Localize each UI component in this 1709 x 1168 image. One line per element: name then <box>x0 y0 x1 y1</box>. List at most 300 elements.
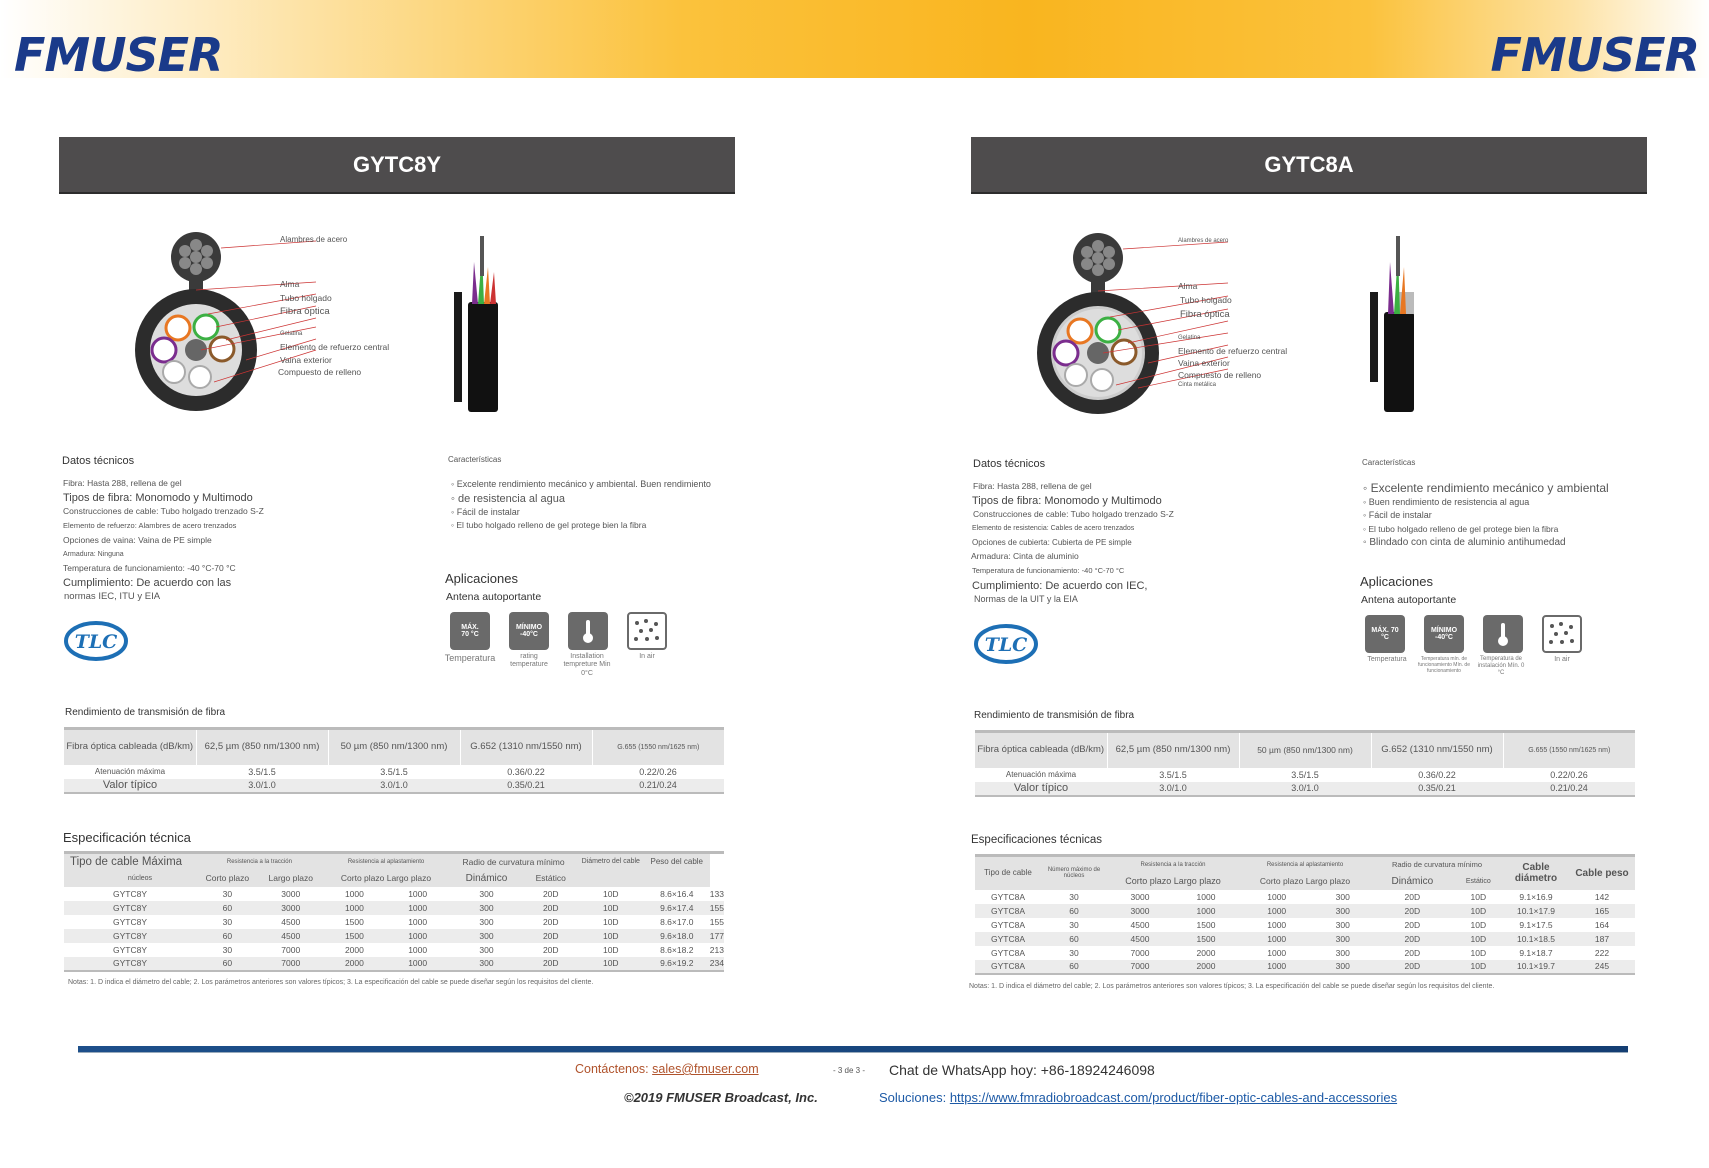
table-cell: 10D <box>602 888 619 899</box>
table-cell: 1500 <box>344 916 364 927</box>
table-cell: 1000 <box>1196 905 1216 916</box>
table-cell: 1000 <box>1267 905 1287 916</box>
table-header: Resistencia a la tracción <box>226 858 292 865</box>
table-notes: Notas: 1. D indica el diámetro del cable; 2. Los parámetros anteriores son valores típicos; 3. La especificación del cable se puede diseñar según los requisitos del cliente. <box>969 983 1495 990</box>
feature-text: Fácil de instalar <box>456 507 520 517</box>
solutions-link[interactable]: https://www.fmradiobroadcast.com/product/fiber-optic-cables-and-accessories <box>949 1090 1398 1105</box>
table-cell: GYTC8Y <box>112 888 147 899</box>
table-header: Corto plazo <box>205 872 250 883</box>
table-cell: Valor típico <box>102 779 158 791</box>
icon-text: -40°C <box>520 631 538 638</box>
whatsapp-line: Chat de WhatsApp hoy: +86-18924246098 <box>889 1062 1155 1078</box>
table-header: 50 µm (850 nm/1300 nm) <box>1239 732 1371 768</box>
icon-caption: Temperatura de instalación Mín. 0 °C <box>1477 656 1525 677</box>
table-cell: 2000 <box>1196 961 1216 971</box>
table-cell: 60 <box>1069 933 1079 944</box>
table-header: Diámetro del cable <box>581 858 640 866</box>
in-air-icon <box>627 612 667 650</box>
table-cell: 3.0/1.0 <box>248 780 276 790</box>
thermometer-icon <box>1483 615 1523 653</box>
table-cell: 30 <box>222 916 233 927</box>
table-cell: 10D <box>602 944 619 955</box>
table-header: G.655 (1550 nm/1625 nm) <box>592 729 724 765</box>
table-cell: 3.0/1.0 <box>1159 783 1187 793</box>
spec-heading: Especificaciones técnicas <box>971 834 1103 846</box>
table-row <box>975 768 1635 782</box>
apps-heading: Aplicaciones <box>1360 574 1433 589</box>
icon-text: MÍNIMO <box>515 624 543 631</box>
table-cell: 165 <box>1594 905 1610 916</box>
icon-caption: In air <box>1554 656 1570 663</box>
table-cell: 300 <box>479 930 494 941</box>
table-cell: 9.1×18.7 <box>1519 947 1553 958</box>
table-cell: 1000 <box>408 930 428 941</box>
table-header: Dinámico <box>1391 876 1434 887</box>
table-cell: 1000 <box>1267 919 1287 930</box>
table-header: Número máximo de núcleos <box>1047 866 1101 880</box>
table-row <box>975 918 1635 932</box>
table-cell: 8.6×18.2 <box>660 944 694 955</box>
icon-text: 70 °C <box>461 631 479 638</box>
table-cell: 245 <box>1594 961 1610 971</box>
diagram-label: Fibra óptica <box>280 306 330 317</box>
table-cell: 300 <box>1335 891 1350 902</box>
table-cell: 1000 <box>408 944 428 955</box>
feature-item: ◦ de resistencia al agua <box>451 493 565 505</box>
table-header: Resistencia al aplastamiento <box>347 858 425 865</box>
table-cell: 60 <box>222 902 233 913</box>
table-row <box>975 932 1635 946</box>
in-air-icon <box>1542 615 1582 653</box>
table-header: Cable peso <box>1575 867 1629 879</box>
table-cell: GYTC8A <box>990 905 1025 916</box>
icon-text: °C <box>1381 634 1389 641</box>
table-cell: 20D <box>1404 919 1421 930</box>
feature-text: El tubo holgado relleno de gel protege bien la fibra <box>1368 524 1559 534</box>
table-cell: 60 <box>222 958 233 968</box>
icon-text: MÍNIMO <box>1430 627 1458 634</box>
table-cell: 213 <box>709 944 724 955</box>
tech-line: Opciones de cubierta: Cubierta de PE simple <box>972 538 1132 547</box>
table-cell: 7000 <box>281 958 301 968</box>
diagram-label: Elemento de refuerzo central <box>1178 346 1288 356</box>
tech-line: Cumplimiento: De acuerdo con IEC, <box>972 580 1148 592</box>
table-cell: GYTC8Y <box>112 930 147 941</box>
diagram-label: Alma <box>280 279 300 289</box>
table-header: Tipo de cable Máxima <box>70 855 183 868</box>
table-cell: 10.1×17.9 <box>1516 905 1556 916</box>
product-left <box>56 0 746 1000</box>
diagram-label: Alambres de acero <box>280 235 348 244</box>
table-cell: 4500 <box>1130 933 1150 944</box>
table-cell: 1000 <box>1267 947 1287 958</box>
table-row <box>64 901 724 915</box>
table-cell: 3.0/1.0 <box>1291 783 1319 793</box>
table-cell: 1000 <box>344 888 364 899</box>
table-header: Cable diámetro <box>1514 862 1558 885</box>
table-header: Largo plazo <box>268 872 313 883</box>
tech-line: Construcciones de cable: Tubo holgado trenzado S-Z <box>63 506 264 516</box>
table-cell: 133 <box>709 888 724 899</box>
max-temp-icon <box>450 612 490 650</box>
table-header: G.652 (1310 nm/1550 nm) <box>460 729 592 765</box>
table-cell: 20D <box>1404 947 1421 958</box>
table-header: Corto plazo Largo plazo <box>1259 875 1351 886</box>
table-header: 50 µm (850 nm/1300 nm) <box>328 729 460 765</box>
table-cell: Valor típico <box>1013 782 1069 794</box>
table-cell: 4500 <box>1130 919 1150 930</box>
feature-text: Fácil de instalar <box>1368 510 1432 520</box>
table-cell: GYTC8Y <box>112 916 147 927</box>
table-cell: 30 <box>1069 919 1079 930</box>
table-row <box>975 782 1635 796</box>
table-header: Fibra óptica cableada (dB/km) <box>977 744 1105 756</box>
icon-caption: Temperatura <box>444 653 496 663</box>
feature-item: ◦ El tubo holgado relleno de gel protege bien la fibra <box>1363 524 1559 534</box>
spec-table <box>975 854 1635 975</box>
table-cell: 0.36/0.22 <box>507 766 545 777</box>
feature-item: ◦ Excelente rendimiento mecánico y ambiental. Buen rendimiento <box>451 479 711 489</box>
table-header: Estático <box>1465 877 1491 885</box>
table-cell: 1000 <box>1196 891 1216 902</box>
table-cell: 10D <box>602 916 619 927</box>
svg-text:TLC: TLC <box>984 634 1028 656</box>
table-header: Radio de curvatura mínimo <box>462 856 565 867</box>
table-cell: Atenuación máxima <box>94 767 166 776</box>
table-cell: 3000 <box>281 888 301 899</box>
table-cell: 0.35/0.21 <box>1418 783 1456 793</box>
table-cell: 1000 <box>408 888 428 899</box>
table-cell: 9.1×16.9 <box>1519 891 1553 902</box>
table-cell: 0.21/0.24 <box>639 780 677 790</box>
feature-item: ◦ Buen rendimiento de resistencia al agua <box>1363 497 1530 507</box>
table-header: Corto plazo Largo plazo <box>1125 875 1221 886</box>
thermometer-icon <box>568 612 608 650</box>
tech-line: Fibra: Hasta 288, rellena de gel <box>973 481 1092 491</box>
table-cell: 20D <box>542 944 559 955</box>
svg-text:TLC: TLC <box>74 631 118 653</box>
table-row <box>64 957 724 971</box>
feature-item: ◦ Fácil de instalar <box>1363 510 1432 520</box>
icon-caption: rating temperature <box>510 653 548 669</box>
diagram-label: Alambres de acero <box>1178 238 1229 244</box>
table-cell: 20D <box>542 916 559 927</box>
table-header: 62,5 µm (850 nm/1300 nm) <box>196 729 328 765</box>
table-cell: 20D <box>542 930 559 941</box>
table-cell: 20D <box>542 888 559 899</box>
tech-line: Tipos de fibra: Monomodo y Multimodo <box>972 495 1162 507</box>
copyright: ©2019 FMUSER Broadcast, Inc. <box>624 1090 818 1105</box>
table-cell: 1000 <box>1267 933 1287 944</box>
tech-line: Opciones de vaina: Vaina de PE simple <box>63 535 212 545</box>
tech-line: Cumplimiento: De acuerdo con las <box>63 577 232 589</box>
feature-item: ◦ Fácil de instalar <box>451 507 520 517</box>
table-row <box>64 779 724 793</box>
diagram-label: Compuesto de relleno <box>1178 370 1262 380</box>
apps-sub: Antena autoportante <box>446 591 542 603</box>
table-cell: 177 <box>709 930 724 941</box>
icon-caption: In air <box>639 653 655 660</box>
table-cell: 0.36/0.22 <box>1418 769 1456 780</box>
table-cell: 1000 <box>1267 891 1287 902</box>
solutions-label: Soluciones: <box>879 1090 950 1105</box>
table-header: 62,5 µm (850 nm/1300 nm) <box>1107 732 1239 768</box>
table-cell: 300 <box>479 916 494 927</box>
table-cell: 187 <box>1594 933 1610 944</box>
table-row <box>64 943 724 957</box>
table-cell: 155 <box>709 902 724 913</box>
tech-line: Normas de la UIT y la EIA <box>974 594 1078 604</box>
icon-caption: Temperatura <box>1367 656 1407 663</box>
table-cell: 0.35/0.21 <box>507 780 545 790</box>
table-cell: 7000 <box>1130 961 1150 971</box>
table-cell: GYTC8A <box>990 933 1025 944</box>
tech-line: normas IEC, ITU y EIA <box>64 591 161 602</box>
table-row <box>64 915 724 929</box>
table-cell: 164 <box>1594 919 1610 930</box>
table-cell: 300 <box>479 902 494 913</box>
table-cell: 142 <box>1594 891 1610 902</box>
transmission-heading: Rendimiento de transmisión de fibra <box>974 710 1135 721</box>
table-cell: 2000 <box>1196 947 1216 958</box>
product-right <box>968 0 1658 1000</box>
feature-text: de resistencia al agua <box>457 493 565 505</box>
tlc-logo <box>974 623 1038 665</box>
table-cell: 1000 <box>408 958 428 968</box>
apps-sub: Antena autoportante <box>1361 594 1457 606</box>
table-row <box>975 960 1635 974</box>
table-header: G.652 (1310 nm/1550 nm) <box>1371 732 1503 768</box>
diagram-label: Vaina exterior <box>280 355 332 365</box>
tech-line: Elemento de refuerzo: Alambres de acero trenzados <box>63 521 237 530</box>
spec-heading: Especificación técnica <box>63 830 191 845</box>
table-cell: 3000 <box>281 902 301 913</box>
table-cell: 10D <box>602 930 619 941</box>
contact-email-link[interactable]: sales@fmuser.com <box>652 1062 759 1076</box>
table-header: Dinámico <box>465 873 508 884</box>
table-cell: 3.5/1.5 <box>380 766 408 777</box>
table-row <box>975 904 1635 918</box>
tech-line: Temperatura de funcionamiento: -40 °C-70 °C <box>972 566 1125 575</box>
tech-line: Fibra: Hasta 288, rellena de gel <box>63 478 182 488</box>
table-cell: 8.6×16.4 <box>660 888 694 899</box>
table-cell: 1500 <box>1196 919 1216 930</box>
tech-heading: Datos técnicos <box>62 455 135 467</box>
table-cell: 3000 <box>1130 891 1150 902</box>
feature-item: ◦ Excelente rendimiento mecánico y ambiental <box>1363 481 1609 495</box>
diagram-label: Tubo holgado <box>280 293 332 303</box>
table-header: Resistencia al aplastamiento <box>1266 861 1344 868</box>
logo-text: FMUSER <box>1490 28 1699 82</box>
icon-text: MÁX. <box>461 624 479 631</box>
table-cell: 1500 <box>344 930 364 941</box>
table-cell: GYTC8Y <box>112 958 147 968</box>
transmission-table <box>975 730 1635 797</box>
table-cell: Atenuación máxima <box>1005 770 1077 779</box>
page-number: - 3 de 3 - <box>833 1066 866 1075</box>
diagram-label: Compuesto de relleno <box>278 367 362 377</box>
feature-text: Buen rendimiento de resistencia al agua <box>1368 497 1530 507</box>
table-cell: 10D <box>602 958 619 968</box>
tech-heading: Datos técnicos <box>973 458 1046 470</box>
table-cell: 30 <box>1069 947 1079 958</box>
table-cell: 1500 <box>1196 933 1216 944</box>
table-cell: GYTC8A <box>990 947 1025 958</box>
features-heading: Características <box>1362 458 1416 467</box>
table-cell: 10D <box>1470 919 1487 930</box>
cable-cross-section <box>1028 233 1278 423</box>
table-cell: 300 <box>1335 947 1350 958</box>
features-heading: Características <box>448 455 502 464</box>
diagram-label: Cinta metálica <box>1178 382 1217 388</box>
table-cell: 155 <box>709 916 724 927</box>
logo-text: FMUSER <box>14 28 223 82</box>
table-cell: GYTC8A <box>990 891 1025 902</box>
tech-line: Construcciones de cable: Tubo holgado trenzado S-Z <box>973 509 1174 519</box>
feature-text: Excelente rendimiento mecánico y ambiental <box>1370 481 1609 495</box>
table-cell: 10.1×18.5 <box>1516 933 1556 944</box>
cable-photo <box>442 232 532 412</box>
apps-heading: Aplicaciones <box>445 571 518 586</box>
table-cell: 300 <box>1335 961 1350 971</box>
table-cell: 20D <box>1404 933 1421 944</box>
icon-text: MÁX. 70 <box>1371 627 1399 634</box>
table-cell: 9.6×18.0 <box>660 930 694 941</box>
min-temp-icon <box>1424 615 1464 653</box>
diagram-label: Vaina exterior <box>1178 358 1230 368</box>
diagram-label: Fibra óptica <box>1180 309 1230 320</box>
table-cell: 300 <box>479 958 494 968</box>
table-cell: 3000 <box>1130 905 1150 916</box>
table-header: Estático <box>535 872 566 883</box>
table-cell: GYTC8A <box>990 961 1025 971</box>
table-cell: 1000 <box>344 902 364 913</box>
tlc-logo <box>64 620 128 662</box>
table-cell: 30 <box>1069 891 1079 902</box>
table-header: Fibra óptica cableada (dB/km) <box>66 741 194 753</box>
table-row <box>64 929 724 943</box>
table-header: Tipo de cable <box>984 867 1032 877</box>
table-cell: 60 <box>1069 905 1079 916</box>
table-header: Radio de curvatura mínimo <box>1391 860 1483 870</box>
table-row <box>975 890 1635 904</box>
table-header: Corto plazo Largo plazo <box>340 872 432 883</box>
table-cell: 3.5/1.5 <box>248 766 276 777</box>
diagram-label: Gelatina <box>1178 335 1201 341</box>
table-cell: 234 <box>709 958 724 968</box>
table-cell: 222 <box>1594 947 1610 958</box>
table-cell: 10D <box>1470 933 1487 944</box>
table-cell: 10D <box>1470 905 1487 916</box>
table-cell: 9.6×19.2 <box>660 958 694 968</box>
table-cell: 300 <box>1335 919 1350 930</box>
table-cell: 3.5/1.5 <box>1291 769 1319 780</box>
table-cell: 4500 <box>281 916 301 927</box>
table-header: núcleos <box>127 874 153 882</box>
table-cell: 8.6×17.0 <box>660 916 694 927</box>
contact-line <box>575 1062 759 1076</box>
table-cell: 20D <box>1404 891 1421 902</box>
diagram-label: Elemento de refuerzo central <box>280 342 390 352</box>
table-cell: 1000 <box>408 902 428 913</box>
table-cell: 3.0/1.0 <box>380 780 408 790</box>
min-temp-icon <box>509 612 549 650</box>
table-cell: 0.22/0.26 <box>1550 769 1588 780</box>
table-cell: 60 <box>222 930 233 941</box>
table-cell: 30 <box>222 944 233 955</box>
table-header: Peso del cable <box>650 856 703 866</box>
table-cell: 7000 <box>281 944 301 955</box>
table-cell: 20D <box>542 958 559 968</box>
table-row <box>975 946 1635 960</box>
table-cell: 10D <box>1470 891 1487 902</box>
icon-caption: Installation tempreture Min 0°C <box>563 653 611 677</box>
table-cell: 9.6×17.4 <box>660 902 694 913</box>
table-cell: 10.1×19.7 <box>1516 961 1556 971</box>
table-cell: 4500 <box>281 930 301 941</box>
table-cell: 2000 <box>344 944 364 955</box>
table-cell: 60 <box>1069 961 1079 971</box>
table-cell: 0.21/0.24 <box>1550 783 1588 793</box>
table-cell: 1000 <box>408 916 428 927</box>
table-header: Resistencia a la tracción <box>1140 861 1206 868</box>
product-title: GYTC8A <box>971 137 1647 194</box>
table-cell: 300 <box>1335 905 1350 916</box>
tech-line: Tipos de fibra: Monomodo y Multimodo <box>63 492 253 504</box>
max-temp-icon <box>1365 615 1405 653</box>
cable-photo <box>1358 232 1448 412</box>
table-cell: GYTC8Y <box>112 902 147 913</box>
table-cell: 9.1×17.5 <box>1519 919 1553 930</box>
icon-caption: Temperatura mín. de funcionamiento Mín. de funcionamiento <box>1418 656 1470 674</box>
table-cell: 0.22/0.26 <box>639 766 677 777</box>
feature-text: Blindado con cinta de aluminio antihumedad <box>1369 537 1566 548</box>
spec-table <box>64 851 724 972</box>
footer-divider <box>78 1046 1628 1052</box>
table-cell: 20D <box>542 902 559 913</box>
tech-line: Armadura: Ninguna <box>63 551 124 558</box>
table-header: G.655 (1550 nm/1625 nm) <box>1503 732 1635 768</box>
feature-text: El tubo holgado relleno de gel protege bien la fibra <box>456 520 647 530</box>
table-cell: 20D <box>1404 905 1421 916</box>
table-cell: 20D <box>1404 961 1421 971</box>
table-cell: 300 <box>479 944 494 955</box>
tech-line: Armadura: Cinta de aluminio <box>971 551 1079 561</box>
table-cell: 7000 <box>1130 947 1150 958</box>
table-cell: 10D <box>1470 947 1487 958</box>
feature-item: ◦ Blindado con cinta de aluminio antihumedad <box>1363 537 1566 548</box>
cable-cross-section <box>126 232 376 422</box>
transmission-heading: Rendimiento de transmisión de fibra <box>65 707 226 718</box>
table-cell: GYTC8A <box>990 919 1025 930</box>
table-row <box>64 887 724 901</box>
table-notes: Notas: 1. D indica el diámetro del cable; 2. Los parámetros anteriores son valores típicos; 3. La especificación del cable se puede diseñar según los requisitos del cliente. <box>68 979 594 986</box>
tech-line: Elemento de resistencia: Cables de acero trenzados <box>972 525 1135 532</box>
table-row <box>64 765 724 779</box>
solutions-line <box>879 1090 1397 1105</box>
table-cell: 300 <box>1335 933 1350 944</box>
table-cell: GYTC8Y <box>112 944 147 955</box>
table-cell: 300 <box>479 888 494 899</box>
table-cell: 2000 <box>344 958 364 968</box>
feature-text: Excelente rendimiento mecánico y ambiental. Buen rendimiento <box>456 479 711 489</box>
tech-line: Temperatura de funcionamiento: -40 °C-70 °C <box>63 563 236 573</box>
diagram-label: Alma <box>1178 281 1198 291</box>
table-cell: 30 <box>222 888 233 899</box>
diagram-label: Tubo holgado <box>1180 295 1232 305</box>
table-cell: 10D <box>1470 961 1487 971</box>
table-cell: 1000 <box>1267 961 1287 971</box>
